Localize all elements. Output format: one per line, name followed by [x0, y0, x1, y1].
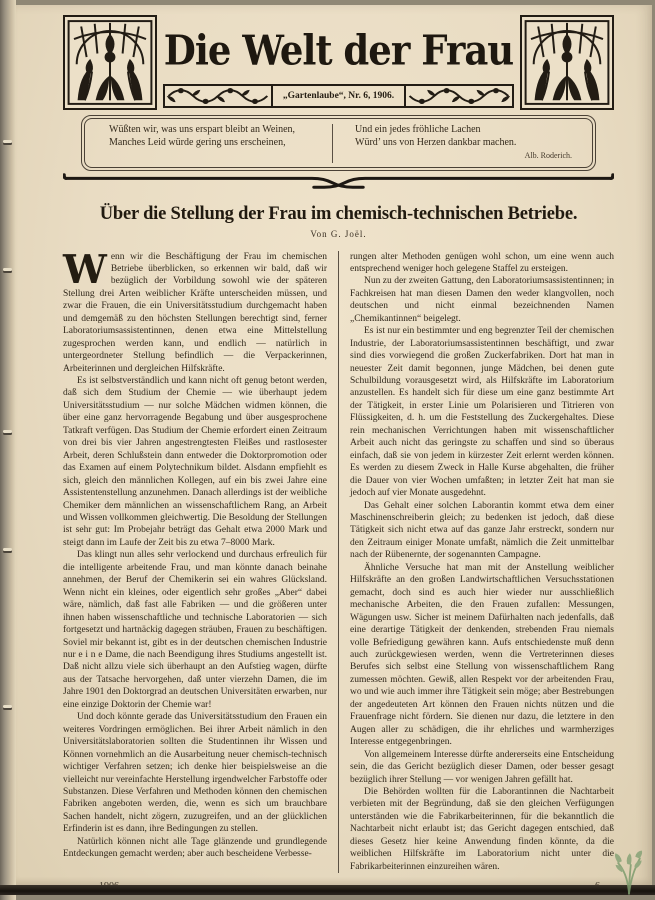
epigraph-attribution: Alb. Roderich. — [524, 151, 572, 160]
scan-bottom-edge — [0, 885, 655, 895]
paragraph-text: enn wir die Beschäftigung der Frau im chemischen Betriebe überblicken, so erkennen wir bald, daß wir bezüglich der Vorbildung sowohl wie der späteren Stellung drei Arten weiblicher Kräfte unterscheiden müssen, und zwar die Frauen, die ein Universitätsstudium durchgemacht haben und demgemäß zu den höchsten Stellungen berechtigt sind, ferner Laboratoriumsassistentinnen, denen etwa eine Mittelstellung zugesprochen werden kann, und endlich — natürlich in untergeordneter Stellung befindlich — die Verpackerinnen, Arbeiterinnen und dergleichen Hilfskräfte. — [63, 251, 327, 374]
paragraph: Das Gehalt einer solchen Laborantin kommt etwa dem einer Maschinenschreiberin gleich; zu bedenken ist jedoch, daß diese Tätigkeit sich nicht etwa auf das ganze Jahr erstreckt, sondern nur den Zeitraum einiger Monate umfaßt, nämlich die Zeit unmittelbar nach der Rübenernte, der sogenannten Campagne. — [350, 500, 614, 561]
paragraph: Natürlich können nicht alle Tage glänzende und grundlegende Entdeckungen gemacht werden; aber auch bescheidene Verbesse- — [63, 836, 327, 860]
magazine-title: Die Welt der Frau — [163, 24, 514, 75]
right-column — [339, 251, 614, 874]
paragraph: Das klingt nun alles sehr verlockend und durchaus erfreulich für die intelligente arbeitende Frau, und man könnte danach beinahe annehmen, der Beruf der Chemikerin sei ein wahres Glücksland. Wenn nicht ein kleines, oder eigentlich sehr großes „Aber“ dabei wäre, nämlich, daß fast alle Fabriken — und die größeren unter ihnen haben wissenschaftliche und technische Laboratorien — sich fortgesetzt und hartnäckig dagegen sträuben, Frauen zu beschäftigen. Soviel mir bekannt ist, gibt es in der deutschen chemischen Industrie nur e i n e Dame, die nach Beendigung ihres Studiums angestellt ist. Daß nicht allzu viele sich überhaupt an den Aufstieg wagen, dürfte aus der Tatsache hervorgehen, daß unter vierzehn Damen, die im Jahre 1901 den Doktorgrad an deutschen Universitäten erwarben, nur eine einzige Doktorin der Chemie war! — [63, 550, 327, 710]
paragraph: Nun zu der zweiten Gattung, den Laboratoriumsassistentinnen; in Fachkreisen hat man diesen Damen den weder klangvollen, noch deutschen und nicht einmal bezeichnenden Namen „Chemikantinnen“ beigelegt. — [350, 276, 614, 324]
art-nouveau-flower-icon — [65, 17, 155, 108]
binding-stitch — [3, 548, 12, 551]
paragraph: Die Behörden wollten für die Laborantinnen die Nachtarbeit verbieten mit der Begründung, daß sie den gleichen Verfügungen unterständen wie die Fabrikarbeiterinnen, für die bekanntlich die Nachtarbeit nicht erlaubt ist; das Gericht dagegen entschied, daß dieses Gesetz hier keine Anwendung finden könnte, da die weiblichen Hilfskräfte im Laboratorium nicht unter die Fabrikarbeiterinnen einzureihen wären. — [350, 786, 614, 872]
binding-stitch — [3, 268, 12, 271]
epigraph-line: Wüßten wir, was uns erspart bleibt an Weinen, — [109, 124, 296, 135]
epigraph-frame — [81, 115, 596, 171]
epigraph-right — [332, 124, 578, 163]
paragraph: rungen alter Methoden genügen wohl schon, um eine wenn auch entsprechend weniger hoch gelegene Staffel zu ersteigen. — [350, 251, 614, 274]
epigraph-left — [109, 124, 332, 163]
page-content — [13, 5, 652, 892]
epigraph-line: Manches Leid würde gering uns erscheinen, — [109, 136, 286, 148]
masthead-center — [163, 15, 514, 108]
interlace-rule-icon — [63, 173, 614, 189]
floral-corner-ornament-right — [520, 15, 614, 110]
paragraph: Von allgemeinem Interesse dürfte andererseits eine Entscheidung sein, die das Gericht bezüglich dieser Damen, oder besser gesagt bezüglich ihrer Stellung — vor wenigen Jahren gefällt hat. — [350, 749, 614, 785]
epigraph-line: Würd’ uns von Herzen dankbar machen. — [355, 136, 517, 148]
floral-band-ornament-right — [404, 84, 514, 108]
magazine-page — [13, 5, 652, 886]
art-nouveau-flower-icon — [522, 17, 612, 108]
pressed-leaf-icon — [611, 850, 647, 896]
left-column — [63, 246, 339, 874]
floral-scroll-icon — [165, 86, 271, 106]
binding-stitch — [3, 140, 12, 143]
binding-stitch — [3, 430, 12, 433]
drop-cap: W — [63, 246, 107, 293]
masthead — [63, 15, 614, 108]
paragraph: Und doch könnte gerade das Universitätsstudium den Frauen ein weiteres Vordringen ermöglichen. Bei ihrer Arbeit nämlich in den Universitätslaboratorien sollten die Studentinnen ihr Wissen und Können vornehmlich an die Ausarbeitung neuer chemisch-technisch wichtiger Verfahren setzen; ich denke hier beispielsweise an die vielleicht nur vereinfachte Herstellung irgendwelcher Farbstoffe oder Substanzen. Diese Verfahren und Methoden können den chemischen Fabriken angeboten werden, die, wenn es sich um brauchbare Sachen handelt, nicht zögern, zuzugreifen, und an der glücklichen Erfinderin ist es dann, ihre Bedingungen zu stellen. — [63, 712, 327, 835]
issue-info: „Gartenlaube“, Nr. 6, 1906. — [273, 84, 404, 108]
floral-corner-ornament-left — [63, 15, 157, 110]
binding-stitch — [3, 705, 12, 708]
interlace-rule-ornament — [63, 173, 614, 189]
epigraph-line: Und ein jedes fröhliche Lachen — [355, 124, 481, 135]
epigraph — [84, 118, 593, 168]
paragraph — [63, 246, 327, 376]
paragraph: Es ist nur ein bestimmter und eng begrenzter Teil der chemischen Industrie, der Laboratoriumsassistentinnen beschäftigt, und zwar sind dies vorwiegend die großen Zuckerfabriken. Dort hat man in neuester Zeit damit begonnen, junge Mädchen, bei denen gute Schulbildung vorausgesetzt wird, als Hilfskräfte im Laboratorium anzustellen. Es handelt sich für diese um eine ganz bestimmte Art der Tätigkeit, in erster Linie um Polarisieren und Titrieren von Flüssigkeiten, d. h. um die Feststellung des Zuckergehaltes. Diese rein mechanischen Verrichtungen haben mit wissenschaftlicher Arbeit auch nicht das geringste zu schaffen und sind so überaus einfach, daß sie von jedem in kürzester Zeit erlernt werden können. Es werden zu diesem Zweck in Halle Kurse abgehalten, die früher die Dauer von vier Wochen umfaßten; in letzter Zeit hat man sie jedoch auf vier Monate ausgedehnt. — [350, 326, 614, 499]
floral-scroll-icon — [406, 86, 512, 106]
book-binding-edge — [0, 0, 16, 900]
article-byline: Von G. Joël. — [310, 228, 367, 239]
paragraph: Es ist selbstverständlich und kann nicht oft genug betont werden, daß sich dem Studium der Chemie — wie überhaupt jedem Universitätsstudium — nur solche Mädchen widmen können, die über eine ganz hervorragende Begabung und über ausgesprochene Tatkraft verfügen. Das Studium der Chemie erfordert einen Zeitraum von drei bis vier Jahren angestrengtesten Fleißes und rastlosester Arbeit, deren Schlußstein dann entweder die Doktorpromotion oder das Examen auf einem Polytechnikum bildet. Alsdann empfiehlt es sich, gleich den männlichen Kollegen, auf ein bis zwei Jahre eine Assistentenstellung anzunehmen. Danach allerdings ist der weibliche Chemiker dem männlichen an wissenschaftlichem Rang, an Arbeit und Wissen vollkommen gleichwertig. Die Besoldung der Stellungen ist sehr gut: Im Probejahr beträgt das Gehalt etwa 2000 Mark und steigt dann im Laufe der Zeit bis zu etwa 7–8000 Mark. — [63, 376, 327, 548]
paragraph: Ähnliche Versuche hat man mit der Anstellung weiblicher Hilfskräfte an den großen Landwirtschaftlichen Versuchsstationen gemacht, doch sind es auch hier wieder nur ausschließlich mechanische Arbeiten, die den Frauen zufallen: Messungen, Wägungen usw. Sicher ist meinem Dafürhalten nach jedenfalls, daß eine derartige Tätigkeit der denkenden, strebenden Frau niemals volle Befriedigung gewähren kann. Aufs entschiedenste muß denn auch zurückgewiesen werden, wenn die Vertreterinnen dieses Berufes sich selbst eine Stellung von wissenschaftlichem Rang zumessen möchten. Gewiß, allen Respekt vor der arbeitenden Frau, wo und wie auch immer ihre Tätigkeit sein möge; aber Bestrebungen der angedeuteten Art können den Frauen nichts nützen und die Frauenfrage nicht fördern. Sie dienen nur dazu, die letztere in den Augen aller zu schädigen, die ihr ehrliches und warmherziges Interesse entgegenbringen. — [350, 562, 614, 748]
article-body — [63, 246, 614, 874]
article-title: Über die Stellung der Frau im chemisch-technischen Betriebe. — [99, 203, 578, 224]
